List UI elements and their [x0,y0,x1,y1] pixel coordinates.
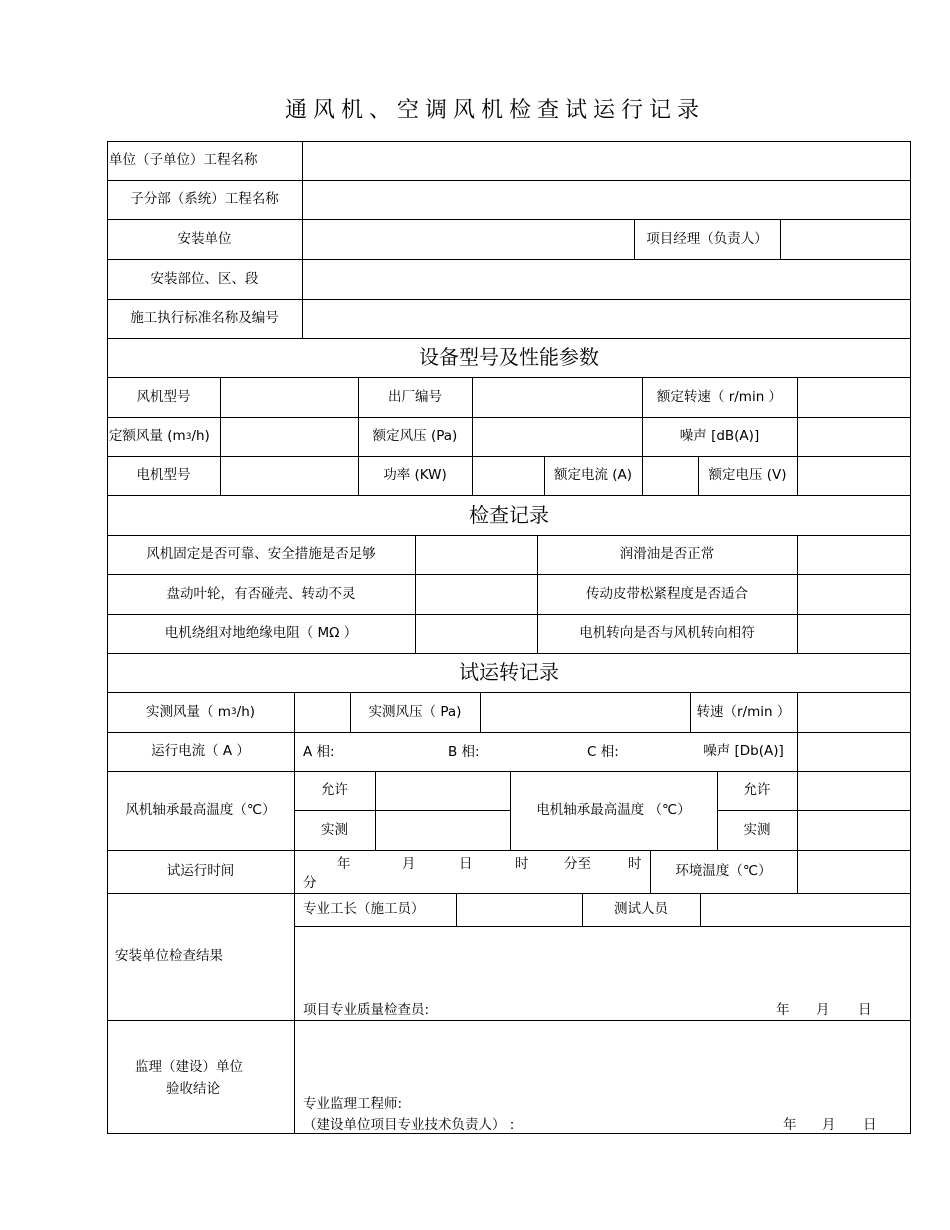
install-result-day: 日 [858,1002,872,1018]
tester-field[interactable] [701,894,910,926]
tester-label: 测试人员 [614,901,668,918]
supervision-day: 日 [863,1117,877,1133]
foreman-label: 专业工长（施工员） [303,901,425,918]
rated-voltage-label: 额定电压 (V) [708,467,787,484]
motor-bearing-allowed-label: 允许 [743,782,771,799]
inspection-heading: 检查记录 [469,502,549,527]
run-time-hour2: 时 [628,856,642,872]
rated-airflow-label: 定额风量 (m 3 /h) [109,428,210,445]
supervision-label-line1: 监理（建设）单位 [135,1059,243,1075]
sub-project-name-label: 子分部（系统）工程名称 [130,191,279,208]
project-manager-field[interactable] [781,220,910,259]
install-result-field[interactable] [295,927,910,989]
foreman-field[interactable] [457,894,582,926]
insulation-label: 电机绕组对地绝缘电阻（ MΩ ） [164,625,358,642]
measured-pressure-field[interactable] [481,693,690,732]
fan-bearing-allowed-label: 允许 [321,782,348,799]
install-location-label: 安装部位、区、段 [150,270,259,287]
motor-bearing-measured-field[interactable] [798,811,910,850]
rated-airflow-text: 定额风量 (m [109,428,186,445]
belt-label: 传动皮带松紧程度是否适合 [586,585,748,602]
supervision-label-line2: 验收结论 [166,1081,220,1097]
install-result-label: 安装单位检查结果 [115,948,223,965]
factory-no-label: 出厂编号 [388,388,442,405]
rated-current-label: 额定电流 (A) [553,467,633,484]
impeller-label: 盘动叶轮，有否碰壳、转动不灵 [166,585,356,602]
run-time-minute-to: 分至 [564,856,591,872]
impeller-field[interactable] [416,575,537,614]
power-label: 功率 (KW) [383,467,447,484]
motor-model-label: 电机型号 [136,467,191,484]
measured-airflow-field[interactable] [295,693,350,732]
form-title: 通风机、空调风机检查试运行记录 [284,98,705,123]
ambient-temp-label: 环境温度（℃） [675,863,772,880]
quality-inspector-label: 项目专业质量检查员: [303,1002,430,1018]
trial-noise-label: 噪声 [Db(A)] [703,743,784,760]
run-time-year: 年 [337,856,351,872]
trial-heading: 试运转记录 [459,660,559,684]
current-label: 运行电流（ A ） [151,743,250,760]
supervision-engineer-label: 专业监理工程师: [303,1096,403,1112]
fan-model-label: 风机型号 [136,388,191,405]
measured-pressure-label: 实测风压（ Pa) [368,703,462,720]
fan-bearing-allowed-field[interactable] [376,772,510,810]
lubricant-field[interactable] [798,536,910,574]
rated-speed-label: 额定转速（ r/min ） [656,388,783,405]
supervision-year: 年 [783,1117,797,1133]
run-time-minute: 分 [303,875,317,891]
params-heading: 设备型号及性能参数 [419,345,599,369]
motor-model-field[interactable] [221,457,358,495]
install-unit-field[interactable] [303,220,634,259]
rated-pressure-field[interactable] [473,418,642,456]
measured-airflow-unit: /h) [236,703,256,720]
motor-bearing-measured-label: 实测 [743,821,771,838]
motor-rotation-label: 电机转向是否与风机转向相符 [579,625,755,642]
install-location-field[interactable] [303,260,910,299]
run-time-day: 日 [459,856,473,872]
phase-a-label: A 相: [303,744,335,760]
run-time-month: 月 [402,856,416,872]
ambient-temp-field[interactable] [798,851,910,893]
power-field[interactable] [473,457,544,495]
project-name-field[interactable] [303,142,910,180]
rated-voltage-field[interactable] [798,457,910,495]
record-form [107,141,911,1134]
project-manager-label: 项目经理（负责人） [646,230,768,247]
phase-b-label: B 相: [448,744,480,760]
rated-speed-field[interactable] [798,378,910,417]
factory-no-field[interactable] [473,378,642,417]
motor-rotation-field[interactable] [798,615,910,653]
insulation-field[interactable] [416,615,537,653]
speed-field[interactable] [798,693,910,732]
fan-bearing-measured-field[interactable] [376,811,510,850]
rated-airflow-unit: /h) [191,428,210,445]
owner-rep-label: （建设单位项目专业技术负责人） : [303,1117,515,1133]
noise-label: 噪声 [dB(A)] [679,428,760,445]
motor-bearing-label: 电机轴承最高温度 （℃） [536,802,691,819]
run-time-hour: 时 [515,856,529,872]
fan-fixed-field[interactable] [416,536,537,574]
supervision-result-field[interactable] [295,1021,910,1091]
motor-bearing-allowed-field[interactable] [798,772,910,810]
standard-name-field[interactable] [303,300,910,338]
noise-field[interactable] [798,418,910,456]
install-result-month: 月 [816,1002,830,1018]
measured-airflow-label: 实测风量（ m 3 /h) [145,703,256,720]
trial-noise-field[interactable] [798,733,910,771]
fan-fixed-label: 风机固定是否可靠、安全措施是否足够 [146,546,376,563]
supervision-month: 月 [822,1117,836,1133]
measured-airflow-text: 实测风量（ m [145,703,231,720]
sub-project-name-field[interactable] [303,181,910,219]
speed-label: 转速（r/min ） [696,703,791,720]
belt-field[interactable] [798,575,910,614]
rated-airflow-field[interactable] [221,418,358,456]
standard-name-label: 施工执行标准名称及编号 [130,310,279,327]
lubricant-label: 润滑油是否正常 [619,546,715,563]
fan-model-field[interactable] [221,378,358,417]
phase-c-label: C 相: [587,744,619,760]
run-time-label: 试运行时间 [166,863,235,880]
project-name-label: 单位（子单位）工程名称 [109,152,258,169]
fan-bearing-label: 风机轴承最高温度（℃） [125,802,276,819]
fan-bearing-measured-label: 实测 [321,821,348,838]
install-result-year: 年 [776,1002,790,1018]
rated-current-field[interactable] [643,457,698,495]
install-unit-label: 安装单位 [177,230,232,247]
rated-pressure-label: 额定风压 (Pa) [372,428,458,445]
